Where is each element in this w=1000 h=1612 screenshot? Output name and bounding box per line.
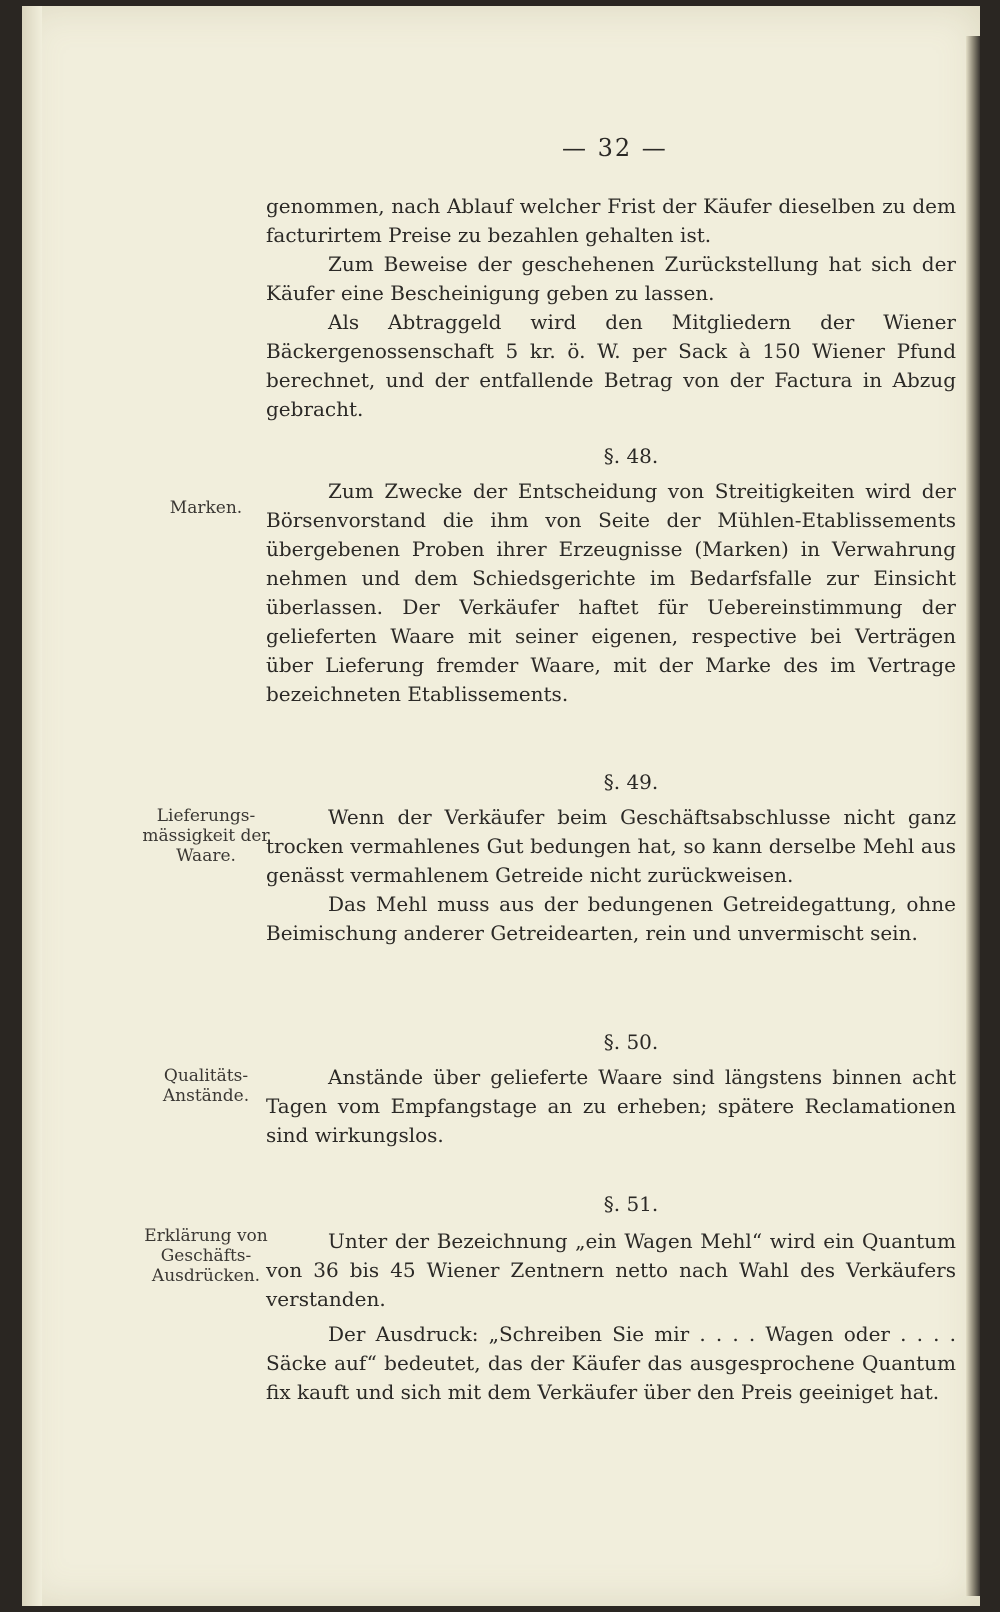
paragraph: Wenn der Verkäufer beim Geschäftsabschlusse nicht ganz trocken vermahlenes Gut bedungen hat, so kann derselbe Mehl aus genässt vermahlenem Getreide nicht zurückweisen. [266,805,956,887]
margin-note-qualitaetsanstaende: Qualitäts-Anstände. [162,1066,250,1106]
section-heading: §. 51. [603,1192,659,1216]
section-50 [266,1028,956,1150]
margin-note-erklaerung: Erklärung von Geschäfts-Ausdrücken. [144,1226,268,1286]
section-heading: §. 48. [603,444,659,468]
paragraph: Das Mehl muss aus der bedungenen Getreidegattung, ohne Beimischung anderer Getreidearten, rein und unvermischt sein. [266,892,956,945]
paragraph: Als Abtraggeld wird den Mitgliedern der Wiener Bäckergenossenschaft 5 kr. ö. W. per Sack à 150 Wiener Pfund berechnet, und der entfallende Betrag von der Factura in Abzug gebracht. [266,310,956,421]
paragraph: Der Ausdruck: „Schreiben Sie mir . . . . Wagen oder . . . . Säcke auf“ bedeutet, das der Käufer das ausgesprochene Quantum fix kauft und sich mit dem Verkäufer über den Preis geeiniget hat. [266,1322,956,1404]
paragraph: Zum Zwecke der Entscheidung von Streitigkeiten wird der Börsenvorstand die ihm von Seite der Mühlen-Etablissements übergebenen Proben ihrer Erzeugnisse (Marken) in Verwahrung nehmen und dem Schiedsgerichte im Bedarfsfalle zur Einsicht überlassen. Der Verkäufer haftet für Uebereinstimmung der gelieferten Waare mit seiner eigenen, respective bei Verträgen über Lieferung fremder Waare, mit der Marke des im Vertrage bezeichneten Etablissements. [266,479,956,706]
page-edge [966,36,980,1596]
paragraph: Zum Beweise der geschehenen Zurückstellung hat sich der Käufer eine Bescheinigung geben zu lassen. [266,252,956,305]
paragraph: Anstände über gelieferte Waare sind längstens binnen acht Tagen vom Empfangstage an zu erheben; spätere Reclamationen sind wirkungslos. [266,1065,956,1147]
page-spine [22,6,42,1606]
section-heading: §. 49. [603,770,659,794]
margin-note-lieferungsmaessigkeit: Lieferungs-mässigkeit der Waare. [142,806,270,866]
section-49 [266,768,956,948]
margin-note-marken: Marken. [169,498,243,518]
section-heading: §. 50. [603,1030,659,1054]
page-number: — 32 — [562,134,668,162]
continuation-text [266,192,956,424]
book-page [22,6,980,1606]
section-51 [266,1190,956,1407]
paragraph: genommen, nach Ablauf welcher Frist der Käufer dieselben zu dem facturirtem Preise zu bezahlen gehalten ist. [266,194,956,247]
paragraph: Unter der Bezeichnung „ein Wagen Mehl“ wird ein Quantum von 36 bis 45 Wiener Zentnern netto nach Wahl des Verkäufers verstanden. [266,1229,956,1311]
section-48 [266,442,956,709]
